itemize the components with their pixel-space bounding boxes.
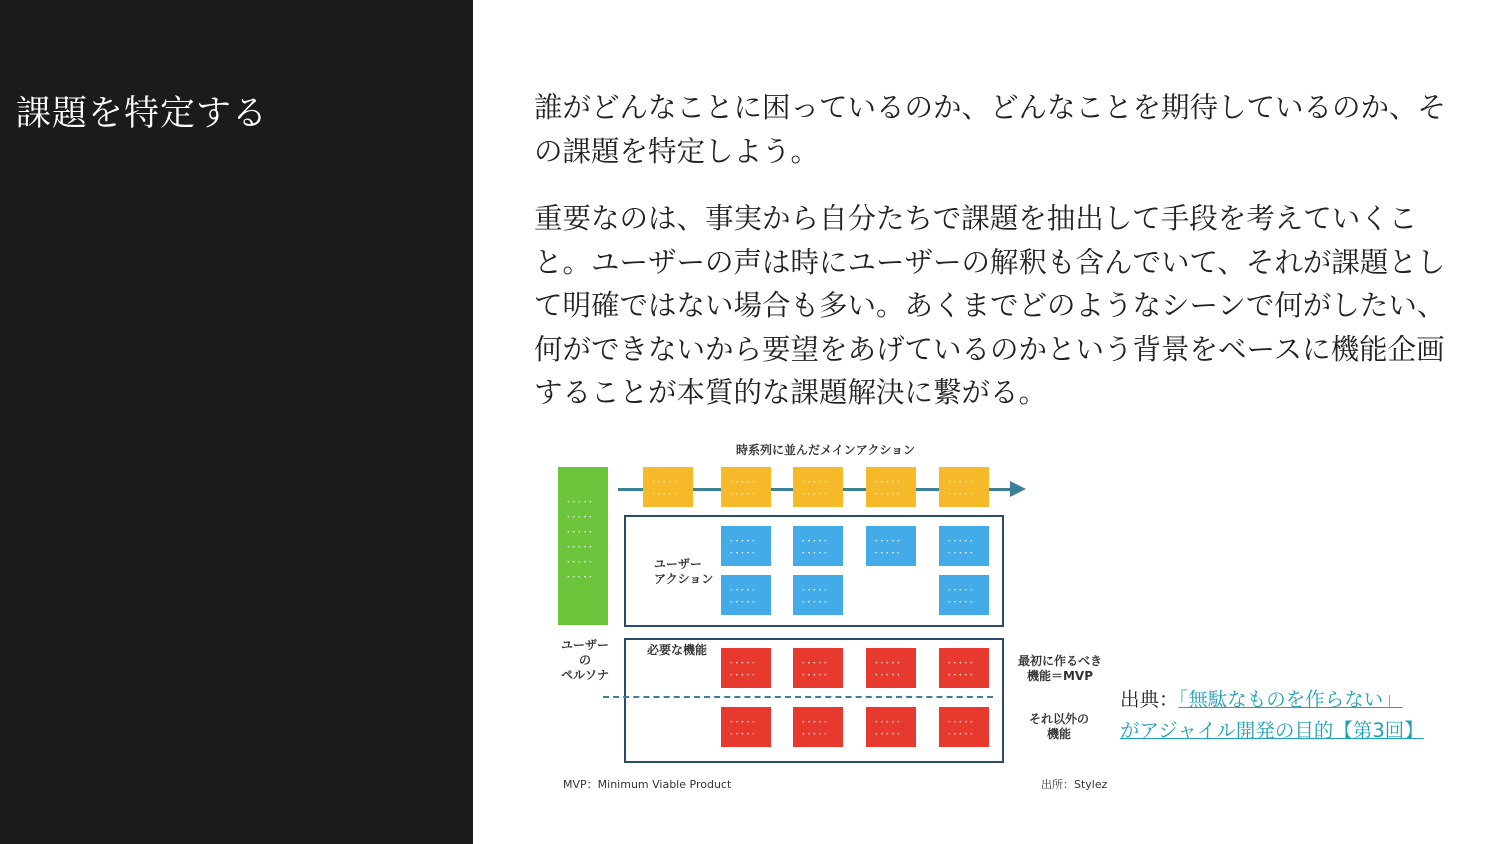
user-action-box: ．．．．． ．．．．． — [939, 526, 989, 566]
timeline-arrow-icon — [1010, 481, 1026, 497]
main-action-box: ．．．．． ．．．．． — [866, 467, 916, 507]
main-action-box: ．．．．． ．．．．． — [939, 467, 989, 507]
mvp-divider — [603, 696, 993, 698]
other-feature-box: ．．．．． ．．．．． — [939, 707, 989, 747]
main-action-box: ．．．．． ．．．．． — [643, 467, 693, 507]
mvp-footnote: MVP：Minimum Viable Product — [563, 778, 732, 791]
slide-body — [534, 86, 1446, 415]
citation-prefix: 出典： — [1120, 688, 1179, 711]
citation-link-line1[interactable]: 「無駄なものを作らない」 — [1178, 688, 1403, 711]
user-action-box: ．．．．． ．．．．． — [793, 575, 843, 615]
user-action-box: ．．．．． ．．．．． — [721, 526, 771, 566]
title-panel — [0, 0, 473, 844]
user-action-label: ユーザー アクション — [654, 557, 714, 586]
citation-link-line2[interactable]: がアジャイル開発の目的【第3回】 — [1120, 719, 1424, 742]
other-feature-box: ．．．．． ．．．．． — [721, 707, 771, 747]
user-story-map-figure — [548, 436, 1108, 796]
mvp-feature-box: ．．．．． ．．．．． — [866, 648, 916, 688]
other-feature-box: ．．．．． ．．．．． — [866, 707, 916, 747]
main-action-box: ．．．．． ．．．．． — [721, 467, 771, 507]
other-feature-box: ．．．．． ．．．．． — [793, 707, 843, 747]
user-action-box: ．．．．． ．．．．． — [939, 575, 989, 615]
persona-label: ユーザー の ペルソナ — [561, 638, 610, 682]
required-features-label: 必要な機能 — [647, 643, 708, 657]
slide-title: 課題を特定する — [16, 94, 269, 134]
mvp-feature-box: ．．．．． ．．．．． — [939, 648, 989, 688]
paragraph-importance: 重要なのは、事実から自分たちで課題を抽出して手段を考えていくこと。ユーザーの声は時にユーザーの解釈も含んでいて、それが課題として明確ではない場合も多い。あくまでどのようなシーンで何がしたい、何ができないから要望をあげているのかという背景をベースに機能企画することが本質的な課題解決に繋がる。 — [534, 202, 1446, 409]
persona-placeholder: ．．．．． ．．．．． ．．．．． ．．．．． ．．．．． ．．．．． — [566, 495, 599, 580]
citation — [1120, 684, 1424, 746]
main-action-label: 時系列に並んだメインアクション — [736, 443, 916, 457]
user-action-box: ．．．．． ．．．．． — [866, 526, 916, 566]
mvp-label: 最初に作るべき 機能＝MVP — [1018, 654, 1103, 683]
main-action-box: ．．．．． ．．．．． — [793, 467, 843, 507]
persona-bar — [558, 467, 608, 625]
user-action-box: ．．．．． ．．．．． — [721, 575, 771, 615]
paragraph-problem: 誰がどんなことに困っているのか、どんなことを期待しているのか、その課題を特定しよう。 — [534, 91, 1447, 168]
figure-source: 出所：Stylez — [1041, 778, 1108, 791]
other-features-label: それ以外の 機能 — [1029, 712, 1090, 741]
user-action-box: ．．．．． ．．．．． — [793, 526, 843, 566]
mvp-feature-box: ．．．．． ．．．．． — [793, 648, 843, 688]
mvp-feature-box: ．．．．． ．．．．． — [721, 648, 771, 688]
